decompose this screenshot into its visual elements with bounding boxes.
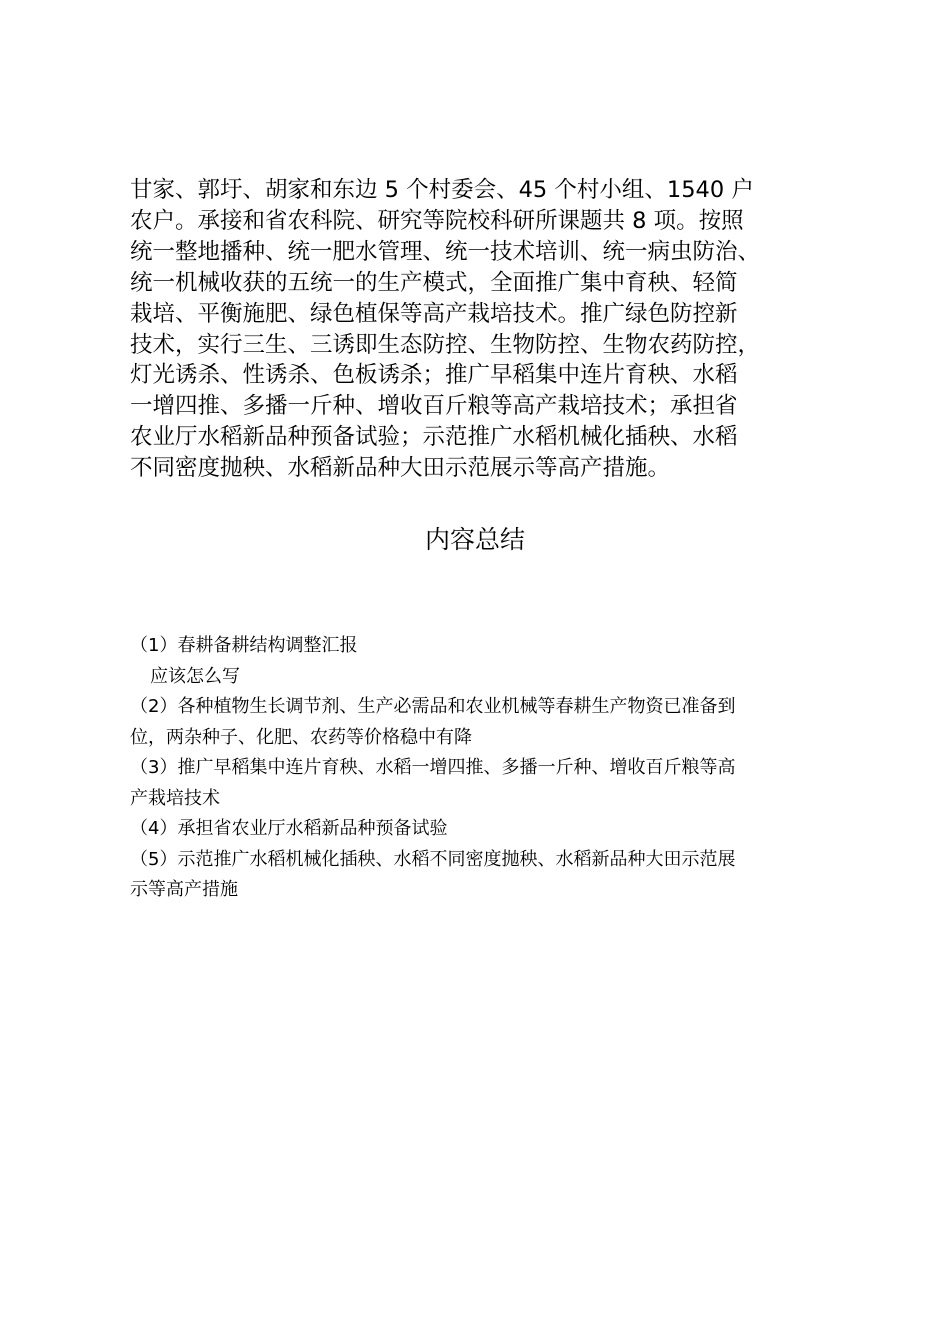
paragraph-line: 农户。承接和省农科院、研究等院校科研所课题共 8 项。按照: [130, 207, 744, 234]
summary-item-5: [130, 845, 835, 906]
paragraph-line: 栽培、平衡施肥、绿色植保等高产栽培技术。推广绿色防控新: [130, 300, 738, 327]
summary-heading: 内容总结: [424, 525, 525, 554]
paragraph-line: 灯光诱杀、性诱杀、色板诱杀；推广早稻集中连片育秧、水稻: [130, 362, 738, 389]
summary-list: [130, 631, 835, 906]
summary-item-1: [130, 631, 835, 692]
paragraph-line: 农业厅水稻新品种预备试验；示范推广水稻机械化插秧、水稻: [130, 424, 738, 451]
paragraph-line: 一增四推、多播一斤种、增收百斤粮等高产栽培技术；承担省: [130, 393, 738, 420]
summary-item-line: 产栽培技术: [130, 787, 220, 809]
paragraph-line: 统一整地播种、统一肥水管理、统一技术培训、统一病虫防治、: [130, 238, 761, 265]
paragraph-line: 不同密度抛秧、水稻新品种大田示范展示等高产措施。: [130, 455, 671, 482]
body-paragraph: [130, 175, 835, 484]
summary-item-line: 示等高产措施: [130, 879, 238, 900]
summary-item-2: [130, 692, 835, 753]
summary-item-line: （3）推广早稻集中连片育秧、水稻一增四推、多播一斤种、增收百斤粮等高: [130, 757, 736, 778]
summary-item-4: [130, 814, 835, 845]
summary-item-line: （1）春耕备耕结构调整汇报: [130, 635, 358, 656]
paragraph-line: 甘家、郭圩、胡家和东边 5 个村委会、45 个村小组、1540 户: [130, 177, 754, 203]
summary-item-line: 位，两杂种子、化肥、农药等价格稳中有降: [130, 726, 472, 748]
summary-item-line: （2）各种植物生长调节剂、生产必需品和农业机械等春耕生产物资已准备到: [130, 696, 736, 717]
paragraph-line: 统一机械收获的五统一的生产模式，全面推广集中育秧、轻简: [130, 269, 738, 296]
paragraph-line: 技术，实行三生、三诱即生态防控、生物防控、生物农药防控，: [130, 331, 761, 358]
summary-item-line: （5）示范推广水稻机械化插秧、水稻不同密度抛秧、水稻新品种大田示范展: [130, 848, 736, 870]
summary-item-line: （4）承担省农业厅水稻新品种预备试验: [130, 818, 448, 839]
summary-item-3: [130, 753, 835, 814]
summary-item-line: 应该怎么写: [150, 665, 240, 687]
